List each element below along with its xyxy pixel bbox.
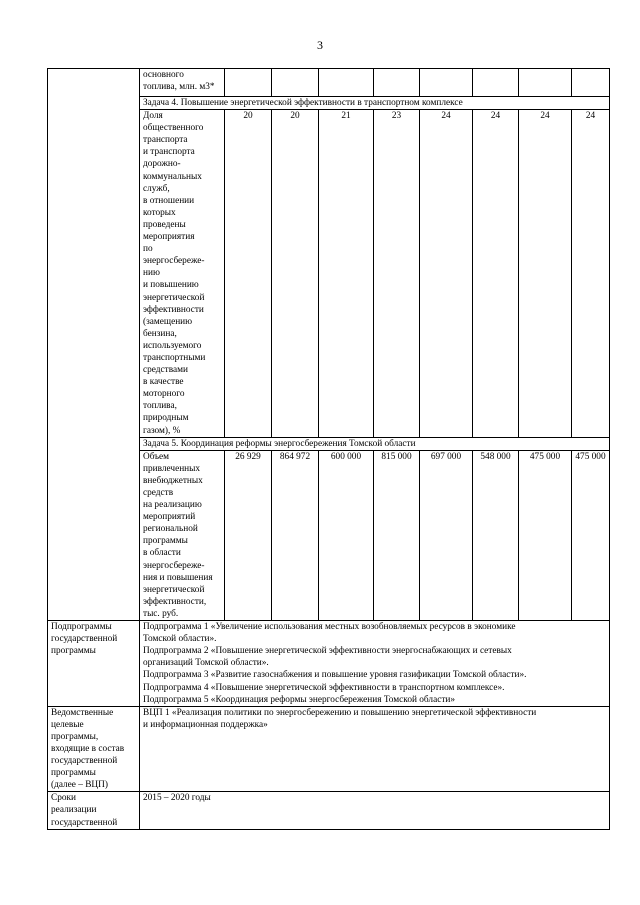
text-line: Подпрограмма 5 «Координация реформы энергосбережения Томской области» bbox=[143, 694, 456, 705]
value-cell: 475 000 bbox=[519, 450, 572, 620]
text-line: программы, bbox=[51, 731, 99, 742]
terms-content: 2015 – 2020 годы bbox=[140, 792, 610, 829]
text-line: государственной bbox=[51, 634, 118, 645]
text-line: ВЦП 1 «Реализация политики по энергосбережению и повышению энергетической эффективности bbox=[143, 707, 537, 718]
text-line: программы bbox=[51, 646, 96, 657]
value-cell: 24 bbox=[420, 110, 473, 438]
value-cell: 23 bbox=[374, 110, 420, 438]
value-cell: 24 bbox=[519, 110, 572, 438]
subprograms-label bbox=[48, 621, 140, 707]
text-line: на реализацию bbox=[143, 500, 202, 511]
text-line: программы bbox=[143, 536, 188, 547]
value-cell: 24 bbox=[572, 110, 610, 438]
text-line: ния и повышения bbox=[143, 572, 213, 583]
text-line: транспортными bbox=[143, 352, 206, 363]
value-cell: 24 bbox=[473, 110, 519, 438]
text-line: служб, bbox=[143, 183, 170, 194]
text-line: государственной bbox=[51, 817, 118, 828]
text-line: тыс. руб. bbox=[143, 608, 179, 619]
terms-row bbox=[48, 792, 610, 829]
text-line: в качестве bbox=[143, 377, 184, 388]
empty-label-cell bbox=[48, 69, 140, 621]
value-cell: 815 000 bbox=[374, 450, 420, 620]
text-line: энергетической bbox=[143, 584, 205, 595]
text-line: и повышению bbox=[143, 280, 199, 291]
page-number: 3 bbox=[317, 38, 323, 52]
text-line: внебюджетных bbox=[143, 475, 203, 486]
text-line: природным bbox=[143, 413, 189, 424]
text-line: топлива, bbox=[143, 401, 177, 412]
text-line: Ведомственные bbox=[51, 707, 114, 718]
text-line: основного bbox=[143, 70, 184, 80]
text-line: используемого bbox=[143, 340, 202, 351]
text-line: входящие в состав bbox=[51, 743, 125, 754]
value-cell: 864 972 bbox=[272, 450, 319, 620]
task4-indicator-label bbox=[140, 110, 225, 438]
text-line: (далее – ВЦП) bbox=[51, 780, 108, 791]
text-line: Томской области». bbox=[143, 634, 217, 645]
text-line: топлива, млн. м3* bbox=[143, 82, 215, 93]
text-line: и транспорта bbox=[143, 147, 195, 158]
text-line: по bbox=[143, 244, 153, 255]
text-line: дорожно- bbox=[143, 159, 181, 170]
text-line: энергосбереже- bbox=[143, 560, 205, 571]
value-cell: 697 000 bbox=[420, 450, 473, 620]
vcp-label bbox=[48, 706, 140, 792]
text-line: Подпрограммы bbox=[51, 622, 112, 633]
text-line: мероприятий bbox=[143, 512, 196, 523]
text-line: (замещению bbox=[143, 316, 193, 327]
text-line: в отношении bbox=[143, 195, 195, 206]
text-line: Объем bbox=[143, 451, 170, 462]
vcp-row bbox=[48, 706, 610, 792]
text-line: Подпрограмма 1 «Увеличение использования местных возобновляемых ресурсов в экономике bbox=[143, 622, 516, 633]
text-line: энергосбереже- bbox=[143, 256, 205, 267]
task5-title: Задача 5. Координация реформы энергосбережения Томской области bbox=[140, 437, 610, 450]
text-line: Доля bbox=[143, 111, 163, 122]
text-line: программы bbox=[51, 768, 96, 779]
subprograms-content bbox=[140, 621, 610, 707]
text-line: нию bbox=[143, 268, 160, 279]
value-cell: 20 bbox=[225, 110, 272, 438]
text-line: бензина, bbox=[143, 328, 177, 339]
text-line: эффективности bbox=[143, 304, 204, 315]
text-line: привлеченных bbox=[143, 463, 201, 474]
text-line: Подпрограмма 2 «Повышение энергетической эффективности энергоснабжающих и сетевых bbox=[143, 646, 512, 657]
text-line: транспорта bbox=[143, 135, 188, 146]
text-line: организаций Томской области». bbox=[143, 658, 269, 669]
subprograms-row bbox=[48, 621, 610, 707]
text-line: моторного bbox=[143, 389, 185, 400]
fuel-indicator-label bbox=[140, 69, 225, 97]
text-line: Подпрограмма 3 «Развитие газоснабжения и повышение уровня газификации Томской области». bbox=[143, 670, 527, 681]
text-line: целевые bbox=[51, 719, 84, 730]
text-line: реализации bbox=[51, 805, 97, 816]
text-line: энергетической bbox=[143, 292, 205, 303]
value-cell: 20 bbox=[272, 110, 319, 438]
text-line: Сроки bbox=[51, 793, 76, 804]
program-passport-table bbox=[47, 68, 610, 830]
text-line: коммунальных bbox=[143, 171, 202, 182]
vcp-content bbox=[140, 706, 610, 792]
value-cell: 26 929 bbox=[225, 450, 272, 620]
value-cell: 475 000 bbox=[572, 450, 610, 620]
text-line: государственной bbox=[51, 756, 118, 767]
text-line: которых bbox=[143, 207, 176, 218]
value-cell: 548 000 bbox=[473, 450, 519, 620]
text-line: средствами bbox=[143, 365, 188, 376]
task5-indicator-label bbox=[140, 450, 225, 620]
task4-title: Задача 4. Повышение энергетической эффективности в транспортном комплексе bbox=[140, 97, 610, 110]
fuel-indicator-row bbox=[48, 69, 610, 97]
text-line: мероприятия bbox=[143, 232, 195, 243]
text-line: и информационная поддержка» bbox=[143, 719, 268, 730]
text-line: средств bbox=[143, 488, 174, 498]
text-line: общественного bbox=[143, 123, 204, 134]
text-line: эффективности, bbox=[143, 596, 207, 607]
value-cell: 21 bbox=[319, 110, 374, 438]
text-line: Подпрограмма 4 «Повышение энергетической эффективности в транспортном комплексе». bbox=[143, 682, 505, 693]
text-line: проведены bbox=[143, 219, 186, 230]
value-cell: 600 000 bbox=[319, 450, 374, 620]
text-line: газом), % bbox=[143, 425, 181, 436]
text-line: в области bbox=[143, 548, 181, 559]
terms-label bbox=[48, 792, 140, 829]
text-line: региональной bbox=[143, 524, 198, 535]
